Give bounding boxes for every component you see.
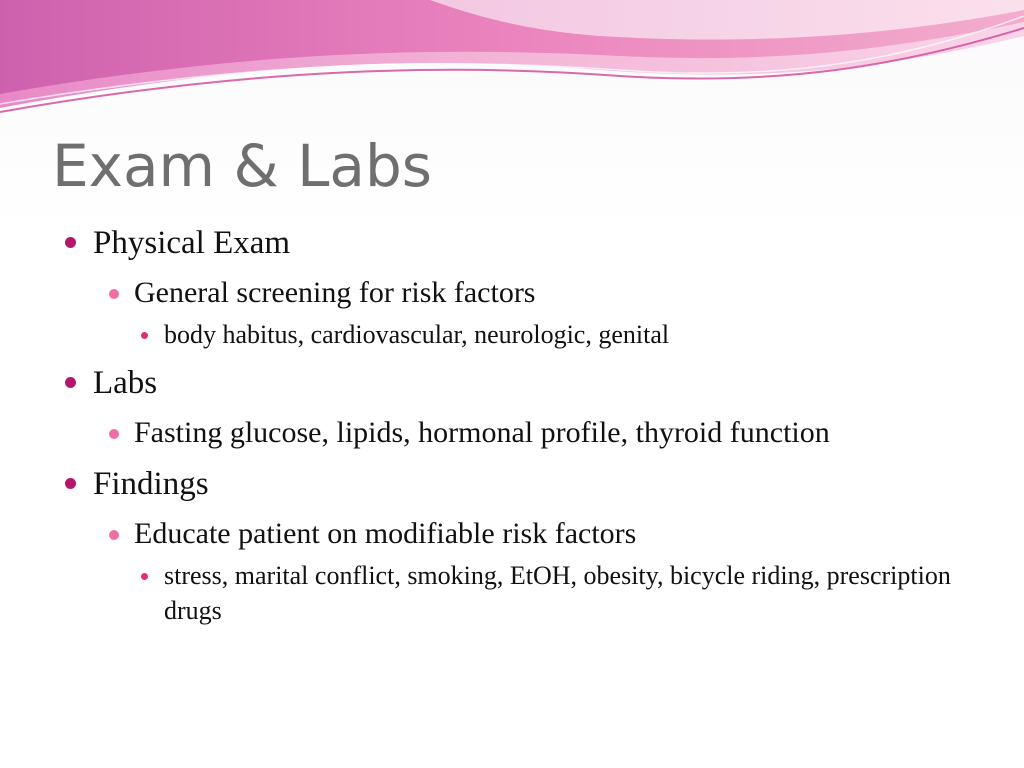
bullet-dot-icon [65,237,76,248]
sub-sub-bullet-risk-factors [134,558,962,628]
bullet-labs [62,362,962,404]
sub-bullet-educate-patient [103,513,962,554]
slide-title: Exam & Labs [52,132,433,200]
decorative-wave-header [0,0,1024,130]
bullet-dot-icon [65,377,76,388]
bullet-text: General screening for risk factors [134,276,536,309]
sub-bullet-lab-tests [103,412,962,453]
bullet-dot-icon [109,289,119,299]
sub-bullet-general-screening [103,272,962,313]
bullet-text: Educate patient on modifiable risk factors [134,517,637,550]
bullet-text: stress, marital conflict, smoking, EtOH, obesity, bicycle riding, prescription drugs [164,561,951,625]
sub-sub-bullet-exam-areas [134,317,962,352]
bullet-text: body habitus, cardiovascular, neurologic, genital [164,320,670,349]
bullet-text: Physical Exam [93,225,291,261]
bullet-dot-icon [109,429,119,439]
bullet-list [62,222,962,628]
bullet-physical-exam [62,222,962,264]
bullet-dot-icon [141,573,148,580]
bullet-dot-icon [65,478,76,489]
bullet-dot-icon [109,530,119,540]
bullet-text: Fasting glucose, lipids, hormonal profile, thyroid function [134,416,830,449]
bullet-text: Findings [93,466,209,502]
bullet-dot-icon [141,332,148,339]
bullet-findings [62,463,962,505]
bullet-text: Labs [93,365,158,401]
